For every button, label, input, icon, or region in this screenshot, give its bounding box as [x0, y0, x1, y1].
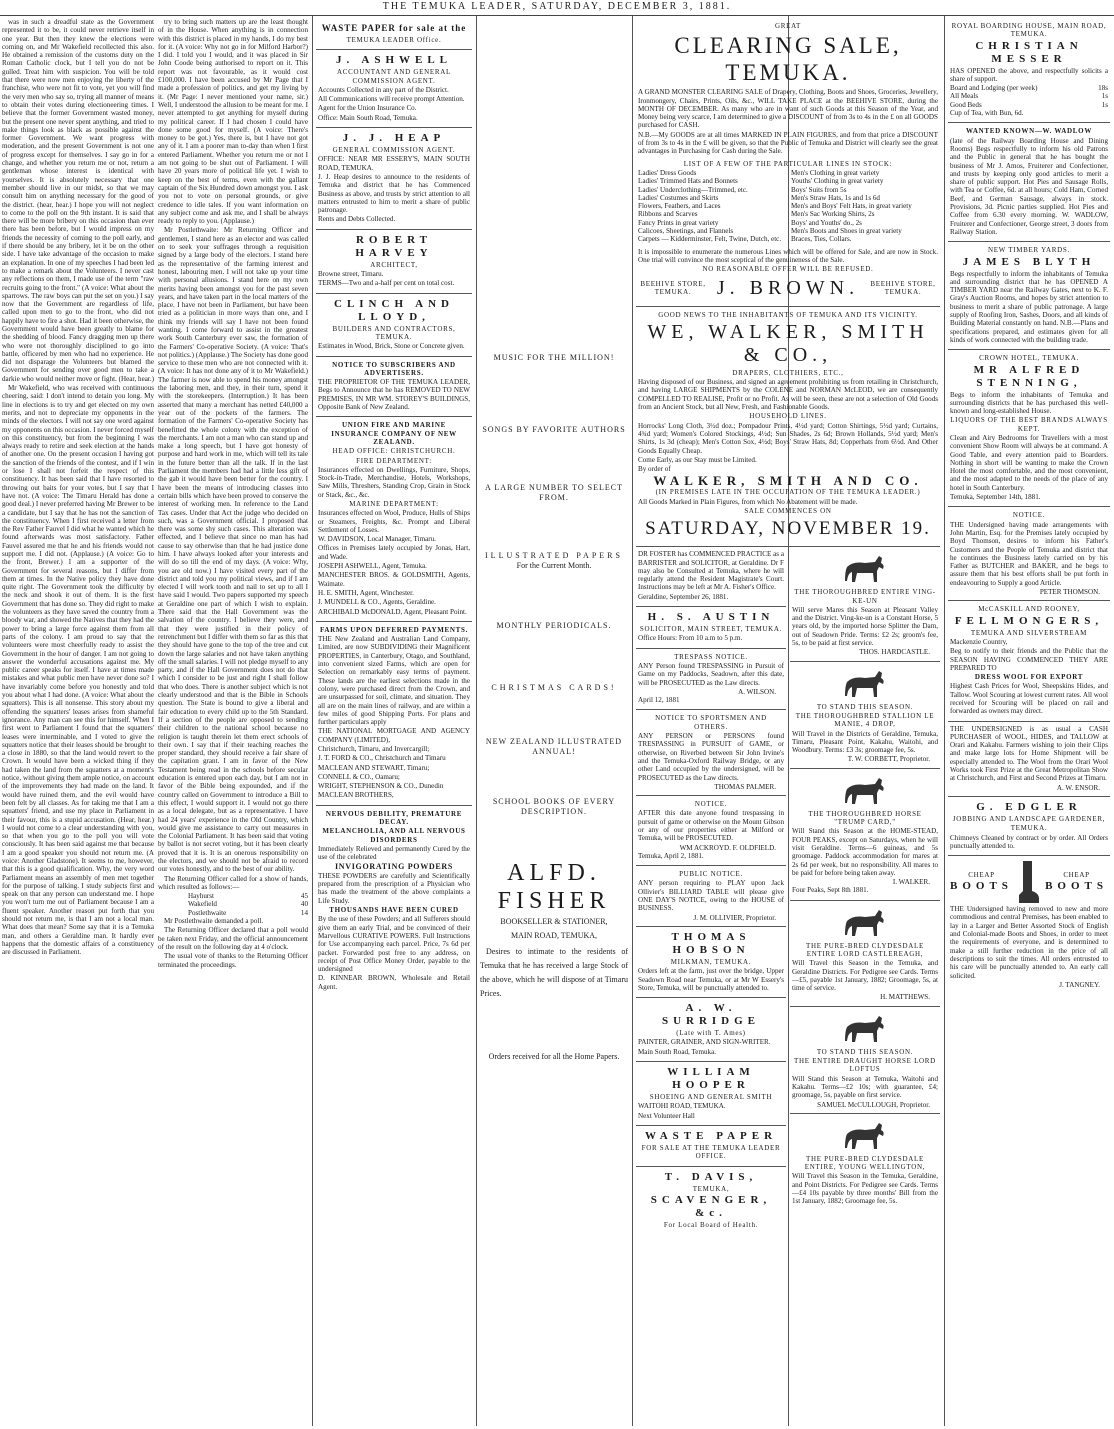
ad-heading: McCASKILL AND ROONEY,: [978, 605, 1080, 614]
ad-trump-card: [790, 769, 940, 901]
rate-item: Good Beds: [950, 100, 982, 109]
ad-austin: [636, 607, 786, 649]
article-paragraph: The Returning Officer declared that a poll would be taken next Friday, and the official announcement of the result on the following day at 4 o'clock.: [158, 926, 308, 951]
ad-signature: T. W. CORBETT, Proprietor.: [847, 755, 930, 764]
boots-label: BOOTS: [1045, 880, 1108, 893]
ad-clinch-lloyd: [316, 294, 472, 357]
clearing-body: A GRAND MONSTER CLEARING SALE of Drapery, Clothing, Boots and Shoes, Groceries, Jewellery, Ironmongery, Chairs, Prints, Oils, &c., WILL TAKE PLACE at the BEEHIVE STORE, during the MONTH OF DECEMBER. As many who are in want of such Goods at this Season of the Year, and Money being very scarce, I am determined to give a DISCOUNT of from 3s to 4s in the £ on all GOODS purchased for CASH.: [638, 88, 938, 130]
ad-body: ANY person requiring to PLAY upon Jack Ollivier's BILLIARD TABLE will please give ONE DAY'S NOTICE, owing to the HOUSE of BUSINESS.: [638, 879, 784, 913]
ad-heading: J. J. HEAP: [342, 132, 446, 145]
rate-price: 1s: [1101, 92, 1108, 101]
column-4: [480, 18, 628, 1423]
ad-signature: H. MATTHEWS.: [880, 993, 930, 1002]
ad-subheading: TEMUKA,: [692, 1184, 730, 1193]
ad-ashwell: [316, 50, 472, 128]
ad-heading: NEW TIMBER YARDS.: [988, 246, 1070, 255]
ad-subheading: TEMUKA AND SILVERSTREAM: [970, 628, 1088, 637]
ad-vingkeun: [790, 547, 940, 661]
ad-signature: D. KINNEAR BROWN, Wholesale and Retail Agent.: [318, 974, 470, 991]
candidate-name: Hayhurst: [188, 892, 215, 901]
ad-date: April 12, 1881: [638, 696, 680, 705]
ad-public-notice: [636, 866, 786, 927]
agent-line: W. DAVIDSON, Local Manager, Timaru.: [318, 535, 436, 544]
agent-line: MACLEAN BROTHERS,: [318, 791, 394, 800]
come-early: Come Early, as our Stay must be Limited.: [638, 455, 757, 464]
ad-stallion: [790, 662, 940, 769]
beehive-left: BEEHIVE STORE, TEMUKA.: [640, 279, 706, 297]
agent-line: CONNELL & CO., Oamaru;: [318, 772, 400, 781]
ad-body: Chimneys Cleaned by contract or by order. All Orders punctually attended to.: [950, 833, 1108, 850]
ad-signature: A. WILSON.: [738, 687, 776, 696]
ad-hobson: [636, 927, 786, 998]
ad-line: TERMS—Two and a-half per cent on total cost.: [318, 279, 455, 288]
ad-heading: THOUSANDS HAVE BEEN CURED: [329, 906, 459, 915]
ad-heading: THE THOROUGHBRED ENTIRE VING-KE-UN: [794, 588, 936, 605]
list-heading: LIST OF A FEW OF THE PARTICULAR LINES IN STOCK:: [683, 159, 893, 168]
ad-subheading: For Local Board of Health.: [663, 1220, 759, 1229]
ad-nervous-debility: [316, 806, 472, 996]
ad-signature: A. W. ENSOR.: [1056, 783, 1100, 792]
horse-icon: [841, 553, 889, 585]
horse-icon: [841, 775, 889, 807]
ad-farms: [316, 622, 472, 806]
candidate-name: Wakefield: [188, 900, 217, 909]
ad-crown-hotel: [948, 350, 1110, 507]
ad-lord-loftus: [790, 1007, 940, 1114]
by-order: By order of: [638, 465, 671, 474]
list-item: Men's and Boys' Felt Hats, in great variety: [791, 202, 912, 211]
agent-line: J. T. FORD & CO., Christchurch and Timaru: [318, 754, 446, 763]
ad-signature: WM ACKROYD. F. OLDFIELD.: [679, 843, 776, 852]
ad-foster: [636, 547, 786, 607]
candidate-name: Postlethwaite: [188, 908, 227, 917]
candidate-votes: 40: [300, 900, 308, 909]
brown-signature: J. BROWN.: [716, 276, 860, 299]
walker-heading: WE, WALKER, SMITH & CO.,: [647, 320, 929, 366]
ad-waste-paper-2: [636, 1126, 786, 1167]
ad-body: Will Stand this Season at the HOME-STEAD, FOUR PEAKS, except on Saturdays, when he will visit Geraldine. Terms—6 guineas, and 5s groomage. Paddock accommodation for mares at 2s 6d per week, but no responsibility. All mares to be paid for before being taken away.: [792, 827, 938, 877]
ad-line: OFFICE: NEAR MR ESSERY'S, MAIN SOUTH ROAD, TEMUKA.: [318, 155, 470, 172]
agent-line: MANCHESTER BROS. & GOLDSMITH, Agents, Waimate.: [318, 571, 470, 588]
ad-heading: A. W. SURRIDGE: [661, 1002, 761, 1028]
agent-line: Offices in Premises lately occupied by Jonas, Hart, and Wade.: [318, 544, 470, 561]
list-item: Men's Clothing in great variety: [791, 168, 880, 177]
stock-list: [638, 169, 938, 244]
ad-castlereagh: [790, 901, 940, 1007]
christmas-heading: CHRISTMAS CARDS!: [491, 683, 617, 692]
ad-young-wellington: [790, 1114, 940, 1211]
ad-surridge: [636, 998, 786, 1062]
ad-heading: MR ALFRED STENNING,: [973, 363, 1085, 389]
ad-ensor: [948, 722, 1110, 797]
agent-line: JOSEPH ASHWELL, Agent, Temuka.: [318, 562, 427, 571]
ad-body: Orders left at the farm, just over the bridge, Upper Seadown Road near Temuka, or at Mr W Essery's Store, Temuka, will be punctually attended to.: [638, 967, 784, 992]
list-item: Ladies' Costumes and Skirts: [638, 193, 719, 202]
ad-thomson: [948, 507, 1110, 601]
cheap-label: CHEAP: [1063, 871, 1090, 879]
ad-date: Geraldine, September 26, 1881.: [638, 592, 729, 601]
article-paragraph: Mr Wakefield, who was received with continuous cheering, said: I don't intend to detain you long. My line in elections is to try and get elected on my own merits, and not to depreciate my opponents in the minds of the electors. I will not say one word against my opponents on this occasion. I never forced myself on this constituency, but from the beginning I was always ready to retire and seek election at the hands of another one. On the present occasion I having got the sanction of the friends of the contest, and if I win or lose I shall not forfeit the respect of this constituency. It has been said that I have resorted to throwing out baits for your votes, but I say that I have not. (A voice: The Timaru Herald has done a good deal.) I never preferred having Mr Brewer to be a candidate, but I say that he has not the sanction of the constituency. When I first received a letter from the Rev Father Fauvel I did what he wanted which he found afterwards was most satisfactory. Father Fauvel assured me that he and his friends would not support me. I did not. (Applause.) (A voice: Go to the front, Brewer.) I am a supporter of the Government for several reasons, but I differ from them at times. In the Native policy they have done quite right. The Government took the difficulty by the neck and shook it out of them. It is the first Government that has done so. They did right to make the volunteers as they have saved the country from a bloody war, and showed the Natives that they had the power to bring a large force against them from all parts of the colony. I am proud to say that the volunteers were most cheerfully ready to assist the Government in the hour of danger. I am not going to answer the wonderful accusations against me. My public career speaks for itself. I have at times made mistakes and what public men have never done so? I have invariably come before you honestly and told you about what I had done. (A voice: What about the squatters). This is all nonsense. This story about my offending the squatters' leases arises from shameful ignorance. Any man can see this for himself. When I first went to Parliament I found that the squatters' leases were interminable, and I voted to give the squatters notice that their leases should be brought to a close in 1880, so that the land would revert to the Crown. It would have been a wicked thing if they had taken the land from the squatters at a moment's notice, without giving them ample notice, on account of the improvements they had made on the land. It would have ruined them, and the evil would have been felt by all classes. As for taking me that I am a squatters' friend, and use my place in Parliament in their favour, this is a stupid accusation. (Hear, hear.) I would not come to a clear understanding with you, so that when you go to the poll you will vote consciously. It has been said against me that because I am a good speaker you should not return me. (A voice: Another Gladstone). It seems to me, however, that this is a good qualification. Why, the very word Parliament means an assembly of men met together for the purpose of talking. I study subjects first and speak on that any person can understand me. I hope you won't turn me out of Parliament because I am a fluent speaker. Another reason put forth that you should not return me, is that I am not a local man. What does that mean? Some say that it is a Temuka man, and others a Geraldine man. It hardly ever happens that the domestic affairs of a constituency are discussed in Parliament.: [2, 384, 154, 957]
ad-line: Cup of Tea, with Bun, 6d.: [950, 109, 1024, 118]
ad-body: Will Stand this Season at Temuka, Waitohi and Kakahu. Terms—£2 10s; with guarantee, £4; groomage, 5s, payable on first service.: [792, 1074, 938, 1100]
ad-subheading: ACCOUNTANT AND GENERAL COMMISSION AGENT.: [337, 68, 451, 85]
ad-signature: SAMUEL McCULLOUGH, Proprietor.: [817, 1100, 930, 1109]
column-1: [2, 18, 154, 1423]
ad-heading: THE THOROUGHBRED HORSE "TRUMP CARD,": [808, 809, 922, 827]
household-body: Horrocks' Long Cloth, 3½d doz.; Pompadour Prints, 4½d yard; Cotton Shirtings, 5½d yard; Curtains, 4¾d yard; Women's Colored Stockings, 4½d; Sun Shades, 2s 6d; Brown Hollands, 5½d yard; Men's Shirts, 1s 3d (cheap); Men's Cotton Sox, 4½d; Boys' Straw Hats, 8d; Copperhats from 6½d. And Other Goods Equally Cheap.: [638, 421, 938, 455]
ad-heading: NOTICE TO SUBSCRIBERS AND ADVERTISERS.: [332, 360, 456, 377]
ad-subheading: SOLICITOR, MAIN STREET, TEMUKA.: [639, 625, 783, 634]
candidate-votes: 45: [300, 892, 308, 901]
ad-signature: THOS. HARDCASTLE.: [859, 648, 930, 657]
household-heading: HOUSEHOLD LINES.: [749, 412, 827, 421]
column-5: [636, 18, 940, 1423]
ad-heading: THE THOROUGHBRED STALLION LE MANIE, 4 DROP,: [795, 711, 935, 729]
ad-subheading: TEMUKA LEADER Office.: [346, 36, 442, 44]
sale-commences: SALE COMMENCES ON: [744, 506, 832, 515]
agent-line: THE NATIONAL MORTGAGE AND AGENCY COMPANY (LIMITED),: [318, 727, 470, 744]
walker-body: Having disposed of our Business, and signed an agreement prohibiting us from retailing in Christchurch, and having LARGE SHIPMENTS by the COLENE and NORMAN McLEOD, we are consequently COMPELLED TO REALISE, Profit or no Profit. As will be seen, these are not a selection of Old Goods from an Ancient Stock, but all New, Fresh, and Fashionable Goods.: [638, 378, 938, 412]
ad-body: Immediately Relieved and permanently Cured by the use of the celebrated: [318, 844, 470, 862]
ad-subheading: JOBBING AND LANDSCAPE GARDENER,: [952, 814, 1106, 823]
walker-signature: WALKER, SMITH AND CO.: [653, 473, 923, 489]
rate-price: 18s: [1098, 84, 1108, 93]
ad-davis: [636, 1167, 786, 1235]
ad-body: HAS OPENED the above, and respectfully solicits a share of support.: [950, 66, 1108, 83]
ad-body: THESE POWDERS are carefully and Scientifically prepared from the prescription of a Physician who has made the treatment of the above complaints a Life Study.: [318, 871, 470, 905]
ad-subheading: BUILDERS AND CONTRACTORS, TEMUKA.: [332, 324, 456, 341]
orders-line: Orders received for all the Home Papers.: [488, 1052, 620, 1061]
fisher-name: ALFD. FISHER: [497, 860, 611, 914]
candidate-votes: 14: [300, 908, 308, 917]
ad-date: Temuka, April 2, 1881.: [638, 851, 704, 860]
rate-item: Board and Lodging (per week): [950, 84, 1038, 93]
agent-line: J. MUNDELL & CO., Agents, Geraldine.: [318, 598, 436, 607]
ad-blyth: [948, 242, 1110, 350]
ad-body: Insurances effected on Wool, Produce, Hulls of Ships or Steamers, Freights, &c. Prompt and Liberal Settlement of Losses.: [318, 509, 470, 534]
ad-date: Temuka, September 14th, 1881.: [950, 493, 1041, 502]
ad-line: Accounts Collected in any part of the District.: [318, 85, 449, 94]
list-item: Boys' and Youths' do., 2s: [791, 218, 862, 227]
column-3: [316, 18, 472, 1423]
fisher-address: MAIN ROAD, TEMUKA,: [510, 931, 598, 940]
ad-subheading: MARINE DEPARTMENT:: [349, 499, 439, 508]
ad-body: J. J. Heap desires to announce to the residents of Temuka and district that he has Commenced Business as above, and trusts by strict attention to all matters entrusted to him to merit a share of public patronage.: [318, 172, 470, 215]
good-news-heading: GOOD NEWS TO THE INHABITANTS OF TEMUKA AND ITS VICINITY.: [658, 310, 918, 319]
ad-heading: PUBLIC NOTICE.: [679, 870, 743, 879]
rate-row: [950, 92, 1108, 100]
ad-heading: SCAVENGER, &c.: [650, 1193, 772, 1219]
ad-heading: WANTED KNOWN—W. WADLOW: [965, 127, 1093, 136]
ad-heading: NOTICE TO SPORTSMEN AND OTHERS.: [655, 714, 767, 731]
illustrated-heading: ILLUSTRATED PAPERS: [485, 551, 623, 560]
ad-heading: TO STAND THIS SEASON.: [816, 702, 914, 711]
ad-line: Browne street, Timaru.: [318, 270, 384, 279]
ad-tangney: [948, 856, 1110, 993]
ad-heading: WASTE PAPER for sale at the: [321, 23, 467, 33]
ad-body: Begs to inform the inhabitants of Temuka and surrounding districts that he has purchased this well-known and long-established House.: [950, 390, 1108, 416]
list-item: Ladies' Trimmed Hats and Bonnets: [638, 177, 738, 186]
agent-line: ARCHIBALD McDONALD, Agent, Pleasant Point.: [318, 607, 467, 616]
ad-heading: ROBERT HARVEY: [355, 233, 433, 259]
rate-price: 1s: [1101, 100, 1108, 109]
horse-icon: [841, 668, 889, 700]
ad-body: THE New Zealand and Australian Land Company, Limited, are now SUBDIVIDING their Magnificent PROPERTIES, in Canterbury, Otago, and Southland, into convenient sized Farms, which are open for Selection on remarkably easy terms of payment. These lands are the earliest selections made in the colony, were purchased direct from the Crown, and are unsurpassed for soil, climate, and situation. They all are on the main lines of railway, and are within a few miles of good Shipping Ports. For plans and further particulars apply: [318, 635, 470, 727]
ad-subheading: HEAD OFFICE: CHRISTCHURCH.: [332, 447, 456, 456]
ad-body: Will Travel this Season in the Temuka, and Geraldine Districts. For Pedigree see Cards. Terms—£5, payable 1st January, 1882; Groomage, 5s, at time of service.: [792, 959, 938, 993]
ad-heading: MELANCHOLIA, AND ALL NERVOUS DISORDERS: [322, 827, 466, 844]
column-2: [158, 18, 308, 1423]
ad-body: Beg to notify to their friends and the Public that the SEASON HAVING COMMENCED THEY ARE PREPARED TO: [950, 647, 1108, 672]
ad-subheading: SHOEING AND GENERAL SMITH: [649, 1093, 773, 1102]
ad-notice: [636, 796, 786, 866]
monthly-heading: MONTHLY PERIODICALS.: [496, 621, 612, 630]
ad-trespass: [636, 649, 786, 711]
music-heading: MUSIC FOR THE MILLION!: [493, 353, 615, 362]
ad-heading: CLINCH AND LLOYD,: [334, 297, 454, 323]
article-paragraph: Mr Postlethwaite: Mr Returning Officer and gentlemen, I stand here as an elector and was called on to seek your suffrages through a requisition signed by a large body of the electors. I stand here as the representative of the farming interest and honest, labouring men. I will not take up your time with personal allusions. I stand here on my own merits having been amongst you for the past seven years, and have taken part in the local matters of the place. I have not been in Parliament, but have been tried as a politician in more ways than one, and I think my friends will say I have not been found wanting. I come forward to assist in the greatest work South Canterbury ever saw, the formation of the Farmers' Co-operative Society. (A voice: That's not politics.) (Applause.) The Society has done good service to these men who are not connected with it. (A voice: It has not done any of it to Mr Wakefield.) The farmer is now able to spend his money amongst the laboring men, and they, in their turn, spend it with the storekeepers. (Interruption.) It has been asserted that many a merchant has netted £40,000 a year out of the pockets of the farmers. The formation of the Farmers' Co-operative Society has benefitted the whole colony with the exception of the merchants. I am not a man who can stand up and make a long speech, but I have got honesty of purpose and hard work in me, which will tell its tale in the future better than all the talk. If in the last Parliament the members had had a little less gift of the gab it would have been better for the country. I have been the means of introducing classes into certain bills which have been proved to conserve the interest of working men. In reference to the Land Tax cases. Under that Act the judge who decided on such, was a Government official. I proposed that there was some shy such cases. This alteration was effected, and I believe that since no man has had cause to say otherwise than that he had justice done him. I have always looked after your interests and will do so till the end of my days. (A voice: Why, you are old now.) I have visited every part of the district and told you my political views, and if I am elected I will work tooth and nail to set up to all I have said I would. Two papers supported my speech at Geraldine one part of which I wish to explain. There said that the Hall Government was the salvation of the country. I believe they were, and that they were justified in their policy of retrenchment but I differ with them so far as this that they should have gone to the top of the tree and cut down the large salaries and not have taken anything off the small salaries. I will not pledge myself to any party, and if the Hall Government does not do that which I consider to be just and right I shall follow that who does. There is another subject which is not clearly understood and that is the Bible in Schools question. The State is bound to give a liberal and fair education to every child up to the 5th Standard. If a section of the people are opposed to sending their children to the national school because no religion is taught therein let them erect schools of their own. I say that if their teaching reaches the proper standard, they should receive a fair share of the capitation grant. I am in favor of the New Testament being read in the schools before secular education is entered upon each day, but I am not in favor of the Bible being expounded, and if the country called on Government to introduce a Bill to this effect, I would support it. I would not go there as a local delegate, but as a representative. I have had 24 years' experience in the Old Country, which would give me assistance to carry out measures in the Colonial Parliament. It has been said that voting by ballot is not secret voting, but it has been clearly proved that it is. It is an onerous responsibility on the electors, and we should not be afraid to record our votes honestly, and to the best of our ability.: [158, 226, 308, 874]
large-number-heading: A LARGE NUMBER TO SELECT FROM.: [485, 483, 623, 502]
ad-wadlow: [948, 123, 1110, 242]
ad-body: THE Undersigned having removed to new and more commodious and central Premises, has been enabled to lay in a Larger and Better Assorted Stock of English and Colonial-made Boots and Shoes, in order to meet the requirements of everyone, and is determined to make a still further reduction in the price of all descriptions to suit the times. All orders entrusted to his care will be punctually attended to. An early call solicited.: [950, 905, 1108, 980]
ad-signature: J. TANGNEY.: [1059, 980, 1100, 989]
agent-line: Christchurch, Timaru, and Invercargill;: [318, 745, 430, 753]
agent-line: MACLEAN AND STEWART, Timaru;: [318, 763, 430, 772]
ad-body: Highest Cash Prices for Wool, Sheepskins Hides, and Tallow. Wool Scouring at lowest current rates. All wool received for Scouring will be placed on rail and forwarded as owners may direct.: [950, 682, 1108, 716]
great-label: GREAT: [774, 22, 802, 30]
list-item: Ladies' Underclothing—Trimmed, etc.: [638, 185, 748, 194]
ad-body: Will Travel this Season in the Temuka, Geraldine, and Point Districts. For Pedigree see Cards. Terms—£4 10s payable by three months' Bill from the 1st January, 1882; Groomage fee, 5s.: [792, 1172, 938, 1206]
ad-heading: THOMAS HOBSON: [671, 930, 751, 956]
ad-line: Office: Main South Road, Temuka.: [318, 113, 418, 122]
list-item: Ribbons and Scarves: [638, 210, 698, 219]
ad-heading: ROYAL BOARDING HOUSE, MAIN ROAD, TEMUKA.: [951, 22, 1107, 39]
ad-heading: H. S. AUSTIN: [647, 611, 775, 624]
ad-body: THE PROPRIETOR OF THE TEMUKA LEADER, Begs to Announce that he has REMOVED TO NEW PREMISES, IN MR WM. STOREY'S BUILDINGS, Opposite Bank of New Zealand.: [318, 378, 470, 412]
ad-signature: I. WALKER.: [892, 878, 930, 887]
horse-icon: [841, 1120, 889, 1152]
list-item: Men's Sac Working Shirts, 2s: [791, 210, 875, 219]
ad-body: ANY Person found TRESPASSING in Pursuit of Game on my Paddocks, Seadown, after this date, will be PROSECUTED as the Law directs.: [638, 661, 784, 687]
article-paragraph: The usual vote of thanks to the Returning Officer terminated the proceedings.: [158, 952, 308, 969]
plain-figures: All Goods Marked in Plain Figures, from which No Abatement will be made.: [638, 497, 858, 506]
col5-subcolumns: [636, 547, 940, 1234]
ad-edgler: [948, 797, 1110, 856]
ad-body: THE Undersigned having made arrangements with John Martin, Esq. for the Premises lately occupied by Boyd Thomson, desires to inform his Father's Customers and the People of Temuka and district that he continues the Business lately carried on by his Father as BUTCHER and BAKER, and he begs to assure them that his best efforts shall be put forth in endeavouring to Supply a good Article.: [950, 520, 1108, 587]
ad-union-insurance: [316, 417, 472, 622]
walker-sub: DRAPERS, CLOTHIERS, ETC.,: [732, 368, 844, 377]
boots-label: BOOTS: [950, 880, 1013, 893]
ad-subheading: (Late with T. Ames): [676, 1029, 746, 1038]
ad-signature: J. M. OLLIVIER, Proprietor.: [693, 913, 776, 922]
beehive-right: BEEHIVE STORE, TEMUKA.: [870, 279, 936, 297]
ad-heading: CHRISTIAN MESSER: [975, 39, 1083, 65]
ad-date: Four Peaks, Sept 8th 1881.: [792, 886, 869, 895]
ad-heading: G. EDGLER: [976, 800, 1082, 813]
ad-hooper: [636, 1062, 786, 1126]
ad-heading: THE PURE-BRED CLYDESDALE ENTIRE, YOUNG WELLINGTON,: [804, 1154, 926, 1172]
clearing-nb: N.B.—My GOODS are at all times MARKED IN PLAIN FIGURES, and from that price a DISCOUNT of from 3s to 4s in the £ will be given, so that the Public of Temuka and District will clearly see the great advantages in Purchasing for Cash during the Sale.: [638, 130, 938, 156]
ad-sportsmen: [636, 710, 786, 796]
ad-body: AFTER this date anyone found trespassing in pursuit of game or otherwise on the Mount Gibson or any of our properties either at Milford or Temuka, will be PROSECUTED.: [638, 809, 784, 843]
list-item: Fancy Prints in great variety: [638, 218, 719, 227]
ad-heading: UNION FIRE AND MARINE INSURANCE COMPANY OF NEW ZEALAND.: [331, 421, 457, 446]
ad-body: Will Travel in the Districts of Geraldine, Temuka, Timaru, Pleasant Point, Kakahu, Waitohi, and Woodbury. Terms: £3 3s; groomage fee, 5s.: [792, 729, 938, 755]
annual-heading: NEW ZEALAND ILLUSTRATED ANNUAL!: [485, 737, 623, 756]
ad-heading: WASTE PAPER: [644, 1129, 778, 1142]
column-divider: [944, 16, 945, 1426]
ad-heading: NERVOUS DEBILITY, PREMATURE DECAY.: [325, 809, 463, 827]
ad-body: Clean and Airy Bedrooms for Travellers with a most convenient Show Room will always be at command. A Good Table, and every attention paid to Boarders. Nothing in short will be wanting to make the Crown Hotel the most comfortable, and the most convenient, and the most adapted to the needs of the place of any hotel in South Canterbury.: [950, 433, 1108, 492]
stock-list-left: [638, 169, 785, 244]
ad-subheading: GENERAL COMMISSION AGENT.: [332, 146, 456, 155]
cheap-label: CHEAP: [968, 871, 995, 879]
clearing-sale-heading: CLEARING SALE, TEMUKA.: [674, 33, 902, 86]
show-of-hands-table: [158, 892, 308, 917]
ad-heading: THE ENTIRE DRAUGHT HORSE LORD LOFTUS: [794, 1057, 936, 1074]
ad-clearing-sale: [636, 18, 940, 307]
list-item: Braces, Ties, Collars.: [791, 235, 852, 244]
ad-heading: NOTICE.: [694, 800, 728, 809]
sale-date: SATURDAY, NOVEMBER 19.: [645, 518, 931, 540]
clearing-impossible: It is impossible to enumerate the numerous Lines which will be offered for Sale, and are now in Stock. One trial will convince the most sceptical of the genuineness of the Sale.: [638, 247, 938, 264]
article-paragraph: was in such a dreadful state as the Government represented it to be, it could never retrieve itself in one year. But then they knew the elections were coming on, and Mr Wakefield recollected this also. He obtained a remission of the customs duty on the Roman Catholic clock, but I tell you do not be gulled. Treat him with suspicion. You will be told that there were now men enjoying the liberty of the franchise, who were not fit to vote, yet you will find the very men who say so, trying all manner of means to obtain their votes during electioneering times. I believe that the former Government wasted money, but the present one never spent anything, and tried to make things look as black as possible against the former Government. We want progress with moderation, and the present Government is not one of progress except for themselves. I say go in for a change, and whether you return me or not, return a gentleman whose interest is identical with yourselves. It is absolutely necessary that one member should live in our midst, so that we may consult him on anything necessary for the good of the district. (hear, hear.) I hope you will not neglect to come to the poll on the 9th instant. It is said that there will be more bribery on this occasion than ever there has been before, but I would impress on my friends the necessity of coming to the poll early, and if there should be any bribery, let it be on the other side. I have take advantage of the occasion to make an explanation. In one of my speeches I had been led to make a remark about the Volunteers. I never cast any reflections on them, I made use of the term "raw recruits going to the front." (A voice: What about the sparrows. The raw boys can put the set on you.) I say now that the Government are regardless of life, called upon men to go to the front, who did not happily have to fire a shot. Had it been otherwise, the Government would have been greatly to blame for the shedding of blood. Fancy dragging men up there who were not thoroughly disciplined to go into battle, officered by men who had no experience. He did not disparage the Volunteers but blamed the Government for sending over good men to take a darkie who would neither move or fight. (Hear, hear.): [2, 18, 154, 383]
column-divider: [632, 16, 633, 1426]
list-item: Men's Boots and Shoes in great variety: [791, 227, 902, 236]
list-item: Flowers, Feathers, and Laces: [638, 202, 721, 211]
ad-address: Main South Road, Temuka.: [638, 1047, 716, 1056]
fisher-body: Desires to intimate to the residents of Temuka that he has received a large Stock of the above, which he will dispose of at Timaru Prices.: [480, 947, 628, 998]
ad-subheading: ARCHITECT,: [370, 260, 418, 269]
ad-line: All Communications will receive prompt Attention.: [318, 95, 465, 104]
article-paragraph: try to bring such matters up are the least thought of in the House. When anything is in connection with this district is placed in my hands, I do my best for it. (A voice: Why not go in for Milford Harbor?) I did. I told you I would, and it was placed in Sir John Coode being authorised to report on it. This report was not favourable, as it would cost £100,000. I have been accused by Mr Page that I made a profession of politics, and get my living by it. (Mr Page: I never mentioned your name, sir.) Well, I understood the allusion to be meant for me. I never attempted to get anything for myself during my political career. If I had chosen I could have done some good for myself. (A voice: There's money to be got.) Yes, there is, but I have not got any of it. I am a poorer man to-day than when I first entered Parliament. Whether you return me or not I am not going to be shut out of Parliament. I will have 20 years more of political life yet. I wish to keep on the best of terms, even with the gallant captain of the Six Hundred down amongst you. I ask you not to vote on personal grounds, or give credence to idle tales. If you want information on any subject come and ask me, and I shall be always ready to reply to you. (Applause.): [158, 18, 308, 226]
ad-line: Agent for the Union Insurance Co.: [318, 104, 417, 113]
ad-address: WAITOHI ROAD, TEMUKA.: [638, 1102, 726, 1111]
ad-subheading: MILKMAN, TEMUKA.: [670, 957, 752, 966]
ad-body: THE UNDERSIGNED is as usual a CASH PURCHASER of WOOL, HIDES, and TALLOW at Orari and Kakahu. Farmers wishing to join their Clips and make large lots for Home Shipment will be especially attended to. The Wool from the Orari Wool Works took First Prize at the Great Metropolitan Show at Christchurch, and First and Second Prizes at Timaru.: [950, 724, 1108, 783]
list-item: Men's Straw Hats, 1s and 1s 6d: [791, 193, 880, 202]
article-paragraph: Mr Postlethwaite demanded a poll.: [164, 917, 264, 926]
ad-heading: J. ASHWELL: [335, 54, 453, 67]
list-item: Youths' Clothing in great variety: [791, 177, 884, 186]
ad-body: By the use of these Powders; and all Sufferers should give them an early Trial, and be convinced of their Marvellous CURATIVE POWERS. Full Instructions for Use accompanying each parcel. Price, 7s 6d per packet. Forwarded post free to any address, on receipt of Post Office Money Order, payable to the undersigned: [318, 915, 470, 974]
col5-right: [790, 547, 940, 1234]
ad-harvey: [316, 230, 472, 294]
agent-line: WRIGHT, STEPHENSON & CO., Dunedin: [318, 782, 444, 791]
ad-heading: WILLIAM HOOPER: [667, 1066, 755, 1092]
column-6: [948, 18, 1110, 1423]
ad-heap: [316, 128, 472, 230]
ad-body: Insurances effected on Dwellings, Furniture, Shops, Stock-in-Trade, Merchandise, Hotels, Workshops, Saw Mills, Threshers, Standing Crop, Grain in Stock or Stack, &c., &c.: [318, 465, 470, 499]
masthead: THE TEMUKA LEADER, SATURDAY, DECEMBER 3, 1881.: [382, 1, 732, 12]
horse-icon: [841, 1013, 889, 1045]
ad-subheading: TEMUKA.: [1010, 824, 1048, 833]
ad-signature: THOMAS PALMER.: [714, 782, 776, 791]
column-divider: [476, 16, 477, 1426]
ad-body: DR FOSTER has COMMENCED PRACTICE as a BARRISTER and SOLICITOR, at Geraldine. Dr F may also be Consulted at Temuka, where he will regularly attend the Resident Magistrate's Court. Instructions may be left at Mr A. Fisher's Office.: [638, 550, 784, 592]
ad-subheading: DRESS WOOL FOR EXPORT: [974, 673, 1084, 682]
ad-heading: INVIGORATING POWDERS: [334, 861, 454, 871]
list-item: Ladies' Dress Goods: [638, 168, 697, 177]
illustrated-sub: For the Current Month.: [516, 561, 592, 570]
agent-line: H. E. SMITH, Agent, Winchester.: [318, 588, 414, 597]
col5-left: [636, 547, 786, 1234]
ad-heading: CROWN HOTEL, TEMUKA.: [979, 354, 1079, 363]
ad-heading: JAMES BLYTH: [962, 255, 1096, 268]
ad-waste-paper: [316, 18, 472, 50]
walker-premises: (IN PREMISES LATE IN THE OCCUPATION OF THE TEMUKA LEADER.): [655, 488, 921, 497]
horse-icon: [841, 907, 889, 939]
ad-heading: TRESPASS NOTICE.: [674, 652, 748, 661]
ad-subheading: FIRE DEPARTMENT:: [356, 456, 432, 465]
ad-walker-smith: [636, 307, 940, 548]
ad-body: PAINTER, GRAINER, AND SIGN-WRITER.: [638, 1038, 771, 1047]
article-paragraph: The Returning Officer called for a show of hands, which resulted as follows:—: [158, 874, 308, 891]
ad-signature: PETER THOMSON.: [1039, 588, 1100, 597]
ad-subheading: FOR SALE AT THE TEMUKA LEADER OFFICE.: [641, 1143, 781, 1161]
ad-heading: T. DAVIS,: [664, 1170, 758, 1183]
masthead-rule: [0, 15, 1114, 16]
list-item: Carpets — Kidderminster, Felt, Twine, Dutch, etc.: [638, 235, 782, 244]
ad-heading: FARMS UPON DEFERRED PAYMENTS.: [319, 625, 469, 634]
list-item: Calicoes, Sheetings, and Flannels: [638, 227, 734, 236]
no-refuse: NO REASONABLE OFFER WILL BE REFUSED.: [702, 265, 874, 274]
rate-row: [950, 101, 1108, 109]
ad-body: Estimates in Wood, Brick, Stone or Concrete given.: [318, 342, 465, 351]
rate-item: All Meals: [950, 92, 979, 101]
boot-icon: [1017, 859, 1041, 905]
list-item: Boys' Suits from 5s: [791, 185, 847, 194]
fisher-subheading: BOOKSELLER & STATIONER,: [500, 917, 608, 926]
ad-subheading: LIQUORS OF THE BEST BRANDS ALWAYS KEPT.: [950, 416, 1108, 433]
ad-line: Rents and Debts Collected.: [318, 215, 396, 224]
ad-fellmongers: [948, 601, 1110, 721]
ad-heading: NOTICE.: [1012, 511, 1046, 520]
ad-heading: FELLMONGERS,: [954, 614, 1104, 627]
ad-body: ANY PERSON or PERSONS found TRESPASSING in PURSUIT of GAME, or otherwise, on Riverbed between Sir John Irvine's and the Temuka-Oxford Railway Bridge, or any other Land occupied by the undersigned, will be PROSECUTED as the Law directs.: [638, 732, 784, 782]
ad-royal-boarding: [948, 18, 1110, 123]
column-divider: [312, 16, 313, 1426]
ad-heading: THE PURE-BRED CLYDESDALE ENTIRE LORD CASTLEREAGH,: [806, 941, 924, 958]
stock-list-right: [791, 169, 938, 244]
songs-heading: SONGS BY FAVORITE AUTHORS: [482, 425, 626, 434]
rate-row: [950, 84, 1108, 92]
ad-line: Mackenzie Country,: [950, 637, 1008, 646]
ad-body: (late of the Railway Boarding House and Dining Rooms) Begs respectfully to inform his old Patrons and the Public in general that he has bought the business of Mr J. Amos, Fruiterer and Confectioner, and trusts by keeping only good articles to merit a share of public support. Hot Pies and Sausage Rolls, with Tea or Coffee, 6d. at all hours; Cold Ham, Corned Beef, and German Sausage, always in stock. Provisions, 3d. Picnic parties supplied. Hot Pies and Coffee from 6.30 every morning. W. WADLOW, Fruiterer and Confectioner, George street, 3 doors from Railway Station.: [950, 136, 1108, 236]
school-books-heading: SCHOOL BOOKS OF EVERY DESCRIPTION.: [492, 797, 616, 816]
ad-body: Will serve Mares this Season at Pleasant Valley and the District. Ving-ke-un is a Constant Horse, 5 years old, by the imported horse Splitter the Dam, out of Seadown Pride. Terms: £2 2s; groom's fee, 5s, to be paid at first service.: [792, 605, 938, 648]
ad-body: Begs respectfully to inform the inhabitants of Temuka and surrounding district that he has OPENED A TIMBER YARD near the Railway Gates, next to K. F. Gray's Auction Rooms, and hopes by strict attention to business to merit a share of public patronage. A large supply of Roofing Iron, Sashes, Doors, and all kinds of Building Material constantly on hand. N.B.—Plans and specifications prepared, and estimates given for all kinds of work connected with the building trade.: [950, 269, 1108, 344]
ad-heading: TO STAND THIS SEASON.: [816, 1047, 914, 1056]
ad-notice-subscribers: [316, 357, 472, 418]
ad-line: Office Hours: From 10 a.m to 5 p.m.: [638, 634, 743, 643]
ad-line: Next Volunteer Hall: [638, 1111, 695, 1120]
